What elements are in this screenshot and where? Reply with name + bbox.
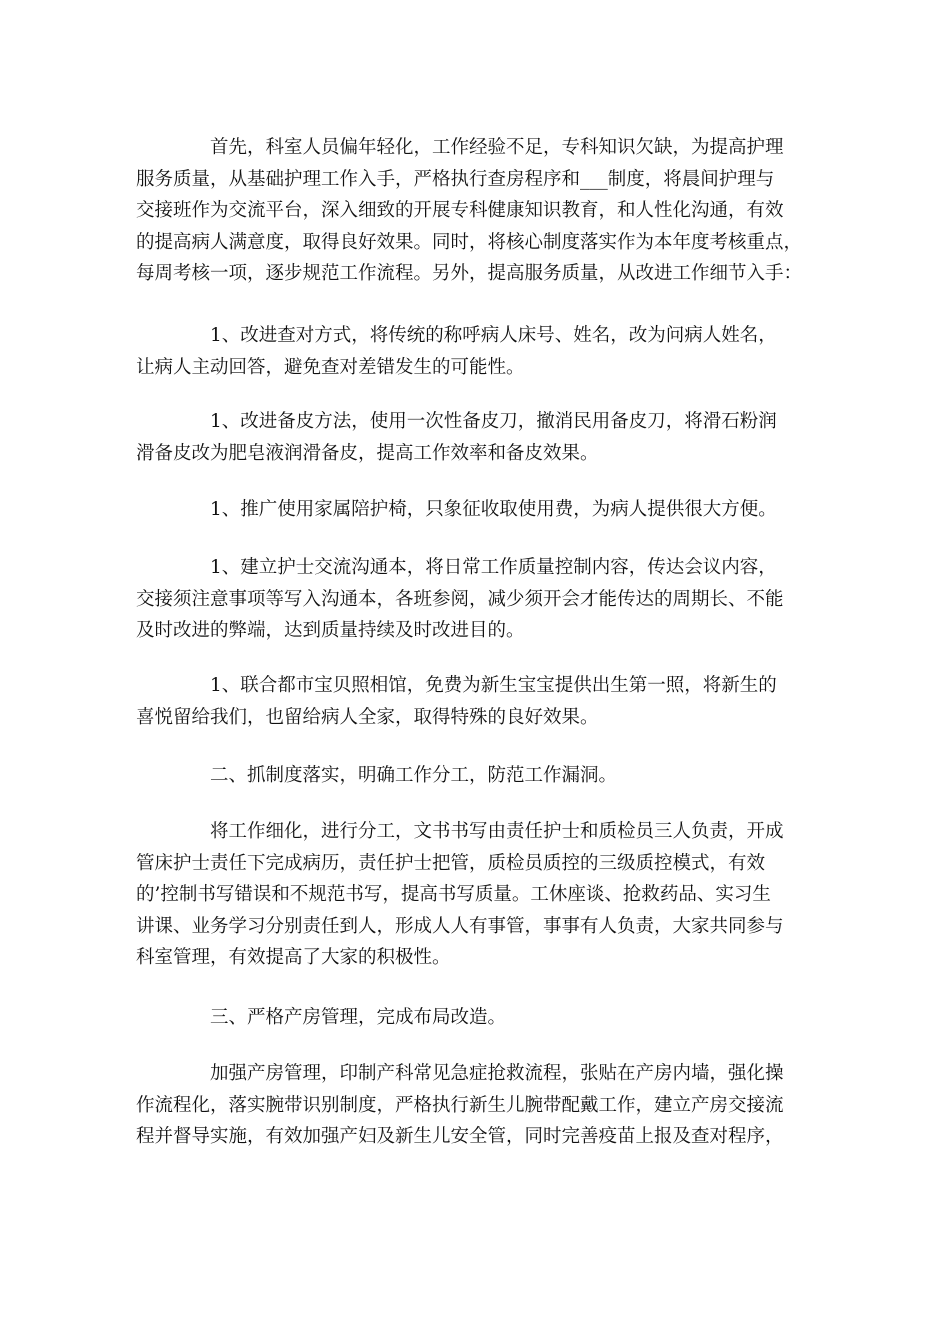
text-line: 加强产房管理，印制产科常见急症抢救流程，张贴在产房内墙，强化操 (210, 1063, 784, 1084)
text-line: 交接班作为交流平台，深入细致的开展专科健康知识教育，和人性化沟通，有效 (136, 200, 784, 221)
paragraph-item-skin-prep (136, 406, 820, 469)
text-line: 1、推广使用家属陪护椅，只象征收取使用费，为病人提供很大方便。 (210, 499, 777, 520)
text-line: 将工作细化，进行分工，文书书写由责任护士和质检员三人负责，开成 (210, 821, 784, 842)
text-line: 三、严格产房管理，完成布局改造。 (210, 1007, 507, 1028)
paragraph-division-of-work (136, 816, 820, 974)
text-line: 及时改进的弊端，达到质量持续及时改进目的。 (136, 620, 525, 641)
section-heading-two (136, 760, 820, 792)
text-line: 作流程化，落实腕带识别制度，严格执行新生儿腕带配戴工作，建立产房交接流 (136, 1094, 784, 1116)
text-line: 1、建立护士交流沟通本，将日常工作质量控制内容，传达会议内容， (210, 557, 777, 578)
text-line: 的’控制书写错误和不规范书写，提高书写质量。工休座谈、抢救药品、实习生 (136, 884, 771, 905)
paragraph-item-photo (136, 670, 820, 733)
paragraph-item-chair (136, 494, 820, 526)
text-line: 的提高病人满意度，取得良好效果。同时，将核心制度落实作为本年度考核重点， (136, 231, 803, 253)
paragraph-item-check-method (136, 320, 820, 383)
section-heading-three (136, 1002, 820, 1034)
text-line: 1、改进查对方式，将传统的称呼病人床号、姓名，改为问病人姓名， (210, 325, 777, 346)
paragraph-delivery-room (136, 1058, 820, 1153)
text-line: 滑备皮改为肥皂液润滑备皮，提高工作效率和备皮效果。 (136, 442, 599, 464)
text-line: 1、联合都市宝贝照相馆，免费为新生宝宝提供出生第一照，将新生的 (210, 675, 777, 696)
text-line: 管床护士责任下完成病历，责任护士把管，质检员质控的三级质控模式，有效 (136, 852, 766, 874)
text-line: 1、改进备皮方法，使用一次性备皮刀，撤消民用备皮刀，将滑石粉润 (210, 411, 777, 432)
text-line: 让病人主动回答，避免查对差错发生的可能性。 (136, 356, 525, 378)
paragraph-item-notebook (136, 552, 820, 647)
text-line: 每周考核一项，逐步规范工作流程。另外，提高服务质量，从改进工作细节入手： (136, 263, 803, 284)
text-line: 二、抓制度落实，明确工作分工，防范工作漏洞。 (210, 765, 618, 786)
paragraph-intro (136, 132, 820, 290)
text-line: 交接须注意事项等写入沟通本，各班参阅，减少须开会才能传达的周期长、不能 (136, 588, 784, 610)
text-line: 服务质量，从基础护理工作入手，严格执行查房程序和___制度，将晨间护理与 (136, 168, 775, 190)
text-line: 喜悦留给我们，也留给病人全家，取得特殊的良好效果。 (136, 706, 599, 728)
text-line: 讲课、业务学习分别责任到人，形成人人有事管，事事有人负责，大家共同参与 (136, 915, 784, 937)
text-line: 科室管理，有效提高了大家的积极性。 (136, 947, 451, 968)
text-line: 首先，科室人员偏年轻化，工作经验不足，专科知识欠缺，为提高护理 (210, 137, 784, 158)
text-line: 程并督导实施，有效加强产妇及新生儿安全管，同时完善疫苗上报及查对程序， (136, 1126, 784, 1147)
